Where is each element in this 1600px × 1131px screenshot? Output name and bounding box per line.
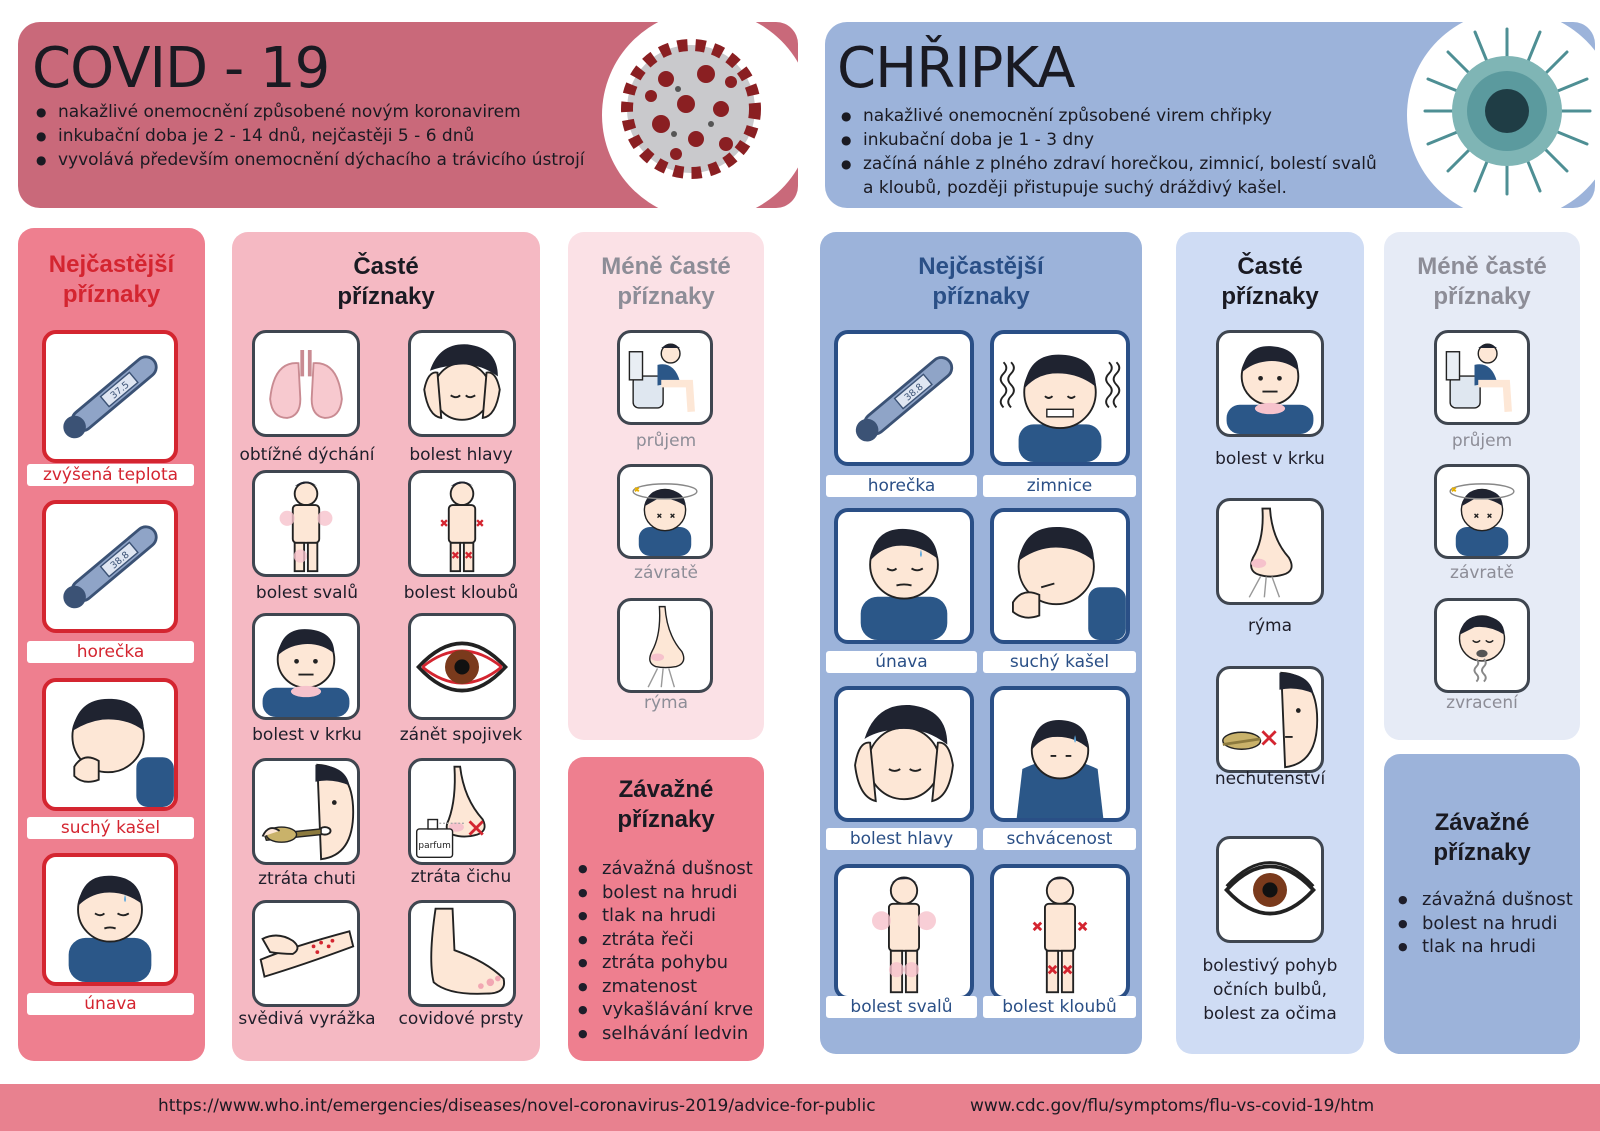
symptom-label: průjem xyxy=(635,431,697,451)
covid-bullet: ● vyvolává především onemocnění dýchacího a trávicího ústrojí xyxy=(32,148,585,172)
headache-icon xyxy=(408,330,516,437)
title-line: příznaky xyxy=(1433,839,1531,866)
joint-pain-icon xyxy=(990,864,1130,1000)
flu-bullet: ● inkubační doba je 1 - 3 dny xyxy=(837,128,1377,152)
loss-of-appetite-icon xyxy=(1216,666,1324,773)
thermometer-reading: 38.8 xyxy=(902,381,926,404)
severe-item: ● tlak na hrudi xyxy=(1398,935,1573,959)
flu-severe-list xyxy=(1398,888,1573,959)
severe-item: ● bolest na hrudi xyxy=(1398,912,1573,936)
symptom-label: bolest svalů xyxy=(255,583,359,603)
symptom-label: rýma xyxy=(1247,616,1293,636)
covid-common-title xyxy=(232,252,540,312)
symptom-label-line: bolest za očima xyxy=(1203,1004,1337,1024)
flu-severe-column xyxy=(1384,754,1580,1054)
sore-throat-icon xyxy=(252,613,360,720)
symptom-label: rýma xyxy=(643,693,689,713)
symptom-label: horečka xyxy=(826,475,977,497)
sore-throat-icon xyxy=(1216,330,1324,437)
symptom-label: únava xyxy=(27,993,194,1015)
symptom-label: bolest hlavy xyxy=(409,445,513,465)
covid-less-common-column xyxy=(568,232,764,740)
flu-severe-title xyxy=(1384,808,1580,868)
covid-common-column xyxy=(232,232,540,1061)
fatigue-icon xyxy=(834,508,974,644)
loss-of-smell-icon xyxy=(408,758,516,865)
joint-pain-icon xyxy=(408,470,516,577)
title-line: příznaky xyxy=(337,283,435,310)
title-line: Méně časté xyxy=(601,253,731,280)
title-line: Nejčastější xyxy=(48,251,175,278)
runny-nose-icon xyxy=(617,598,713,693)
symptom-label: ztráta chuti xyxy=(258,869,356,889)
covid-header xyxy=(18,22,798,208)
title-line: příznaky xyxy=(617,283,715,310)
symptom-label: zvýšená teplota xyxy=(27,464,194,486)
thermometer-icon xyxy=(42,500,178,633)
thermometer-icon xyxy=(42,330,178,463)
thermometer-reading: 37.5 xyxy=(108,379,132,402)
symptom-label: zvracení xyxy=(1446,693,1518,713)
symptom-label: únava xyxy=(826,651,977,673)
severe-item: ● ztráta řeči xyxy=(578,928,753,952)
muscle-pain-icon xyxy=(834,864,974,1000)
symptom-label: nechutenství xyxy=(1214,769,1326,789)
symptom-label: průjem xyxy=(1451,431,1513,451)
coronavirus-icon xyxy=(616,34,766,184)
covid-toes-icon xyxy=(408,900,516,1007)
severe-item: ● selhávání ledvin xyxy=(578,1022,753,1046)
covid-severe-column xyxy=(568,757,764,1061)
headache-icon xyxy=(834,686,974,822)
symptom-label: covidové prsty xyxy=(398,1009,524,1029)
loss-of-taste-icon xyxy=(252,758,360,865)
symptom-label-line: bolestivý pohyb xyxy=(1202,956,1338,976)
title-line: Časté xyxy=(1237,253,1303,280)
fatigue-icon xyxy=(42,853,178,986)
flu-header xyxy=(825,22,1595,208)
symptom-label: zimnice xyxy=(983,475,1136,497)
cdc-link[interactable]: www.cdc.gov/flu/symptoms/flu-vs-covid-19/htm xyxy=(970,1096,1375,1116)
title-line: Méně časté xyxy=(1417,253,1547,280)
flu-less-common-title xyxy=(1384,252,1580,312)
flu-most-common-title xyxy=(820,252,1142,312)
thermometer-reading: 38.8 xyxy=(108,549,132,572)
symptom-label: bolest v krku xyxy=(1215,449,1325,469)
covid-most-common-title xyxy=(18,250,205,310)
title-line: příznaky xyxy=(62,281,161,308)
flu-bullet-continuation: a kloubů, později přistupuje suchý dráždivý kašel. xyxy=(863,178,1287,198)
covid-title: COVID - 19 xyxy=(32,36,330,101)
severe-item: ● ztráta pohybu xyxy=(578,951,753,975)
covid-bullet: ● nakažlivé onemocnění způsobené novým koronavirem xyxy=(32,100,585,124)
title-line: příznaky xyxy=(932,283,1030,310)
runny-nose-icon xyxy=(1216,498,1324,605)
parfum-label: parfum xyxy=(418,840,451,851)
covid-most-common-column xyxy=(18,228,205,1061)
flu-common-title xyxy=(1176,252,1364,312)
symptom-label: bolest v krku xyxy=(252,725,362,745)
symptom-label: zánět spojivek xyxy=(399,725,523,745)
flu-bullet: ● začíná náhle z plného zdraví horečkou, zimnicí, bolestí svalů xyxy=(837,152,1377,176)
diarrhea-icon xyxy=(617,330,713,425)
flu-title: CHŘIPKA xyxy=(837,36,1075,101)
flu-virus-icon xyxy=(1420,24,1595,199)
symptom-label: suchý kašel xyxy=(983,651,1136,673)
symptom-label: závratě xyxy=(1450,563,1514,583)
covid-less-common-title xyxy=(568,252,764,312)
vomiting-icon xyxy=(1434,598,1530,693)
severe-item: ● tlak na hrudi xyxy=(578,904,753,928)
symptom-label: ztráta čichu xyxy=(410,867,512,887)
title-line: Závažné xyxy=(618,776,714,803)
symptom-label: bolest hlavy xyxy=(826,828,977,850)
symptom-label: svědivá vyrážka xyxy=(238,1009,376,1029)
thermometer-icon xyxy=(834,330,974,466)
cough-icon xyxy=(990,508,1130,644)
title-line: Závažné xyxy=(1434,809,1530,836)
title-line: Časté xyxy=(353,253,419,280)
who-link[interactable]: https://www.who.int/emergencies/diseases/novel-coronavirus-2019/advice-for-public xyxy=(158,1096,876,1116)
symptom-label: obtížné dýchání xyxy=(239,445,375,465)
symptom-label-line: očních bulbů, xyxy=(1212,980,1328,1000)
title-line: příznaky xyxy=(1433,283,1531,310)
flu-most-common-column xyxy=(820,232,1142,1054)
symptom-label: bolest svalů xyxy=(826,996,977,1018)
muscle-pain-icon xyxy=(252,470,360,577)
exhaustion-icon xyxy=(990,686,1130,822)
title-line: Nejčastější xyxy=(918,253,1044,280)
symptom-label: závratě xyxy=(634,563,698,583)
flu-common-column xyxy=(1176,232,1364,1054)
symptom-label: suchý kašel xyxy=(27,817,194,839)
covid-severe-title xyxy=(568,775,764,835)
symptom-label: bolest kloubů xyxy=(403,583,519,603)
severe-item: ● závažná dušnost xyxy=(1398,888,1573,912)
lungs-icon xyxy=(252,330,360,437)
symptom-label: horečka xyxy=(27,641,194,663)
severe-item: ● bolest na hrudi xyxy=(578,881,753,905)
cough-icon xyxy=(42,678,178,811)
dizziness-icon xyxy=(617,464,713,559)
diarrhea-icon xyxy=(1434,330,1530,425)
title-line: příznaky xyxy=(1221,283,1319,310)
covid-bullets xyxy=(32,100,585,172)
dizziness-icon xyxy=(1434,464,1530,559)
flu-bullets xyxy=(837,104,1377,200)
itchy-rash-icon xyxy=(252,900,360,1007)
symptom-label: schvácenost xyxy=(983,828,1136,850)
covid-severe-list xyxy=(578,857,753,1045)
severe-item: ● zmatenost xyxy=(578,975,753,999)
symptom-label: bolest kloubů xyxy=(983,996,1136,1018)
covid-bullet: ● inkubační doba je 2 - 14 dnů, nejčastěji 5 - 6 dnů xyxy=(32,124,585,148)
eye-symptom-label xyxy=(1176,954,1364,1026)
flu-less-common-column xyxy=(1384,232,1580,740)
severe-item: ● závažná dušnost xyxy=(578,857,753,881)
footer-bar xyxy=(0,1084,1600,1131)
chills-icon xyxy=(990,330,1130,466)
eye-icon xyxy=(408,613,516,720)
severe-item: ● vykašlávání krve xyxy=(578,998,753,1022)
eye-icon xyxy=(1216,836,1324,943)
title-line: příznaky xyxy=(617,806,715,833)
flu-bullet: ● nakažlivé onemocnění způsobené virem chřipky xyxy=(837,104,1377,128)
